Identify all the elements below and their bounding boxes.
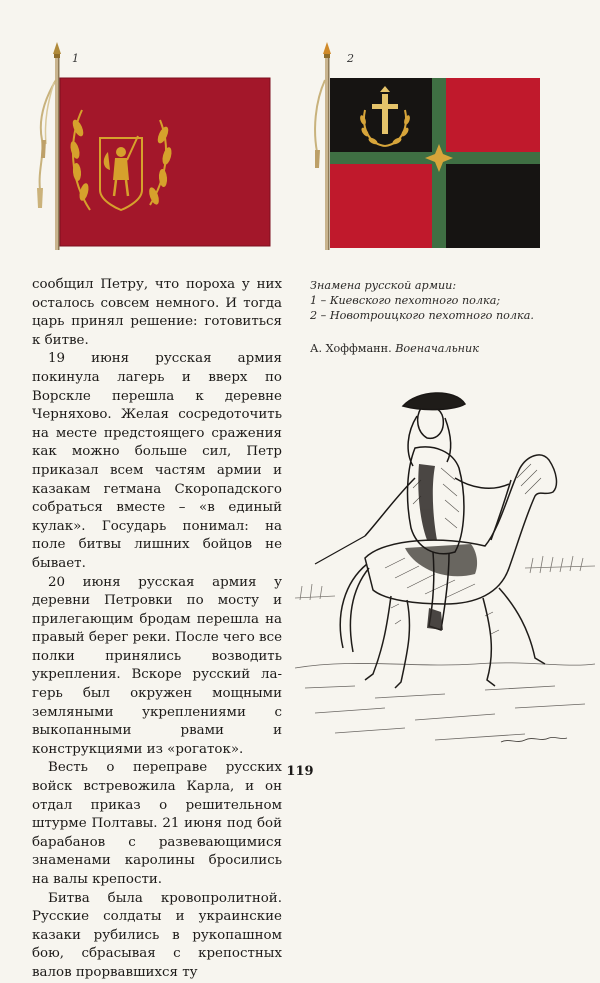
body-paragraph: 20 июня русская армия у деревни Петровки по мосту и прилегающим бродам перешла на правый берег реки. После чего все полки принялись возводить укрепления. Вскоре русский лагерь был окружен мощными земляными укреплениями с выкопанными рвами и конструкциями из «рогаток». (32, 574, 282, 757)
page-number: 119 (286, 764, 314, 779)
body-paragraph: сообщил Петру, что пороха у них осталось совсем немного. И тогда царь принял решение: готовиться к битве. (32, 277, 282, 348)
caption-line: Знамена русской армии: (310, 279, 457, 292)
body-paragraph: Битва была кровопролитной. Русские солдаты и украинские казаки рубились в рукопашном бою, сбрасывая с крепостных валов прорвавшихся ту (32, 890, 282, 980)
artwork-caption (310, 342, 590, 355)
flag-1-number: 1 (72, 52, 79, 65)
caption-line: 2 – Новотроицкого пехотного полка. (310, 309, 534, 322)
commander-engraving (295, 368, 595, 753)
body-paragraph: Весть о переправе русских войск встревожила Карла, и он отдал приказ о решительном штурме Полтавы. 21 июня под бой барабанов с развевающимися знаменами каролины бросились на валы крепости. (32, 760, 282, 887)
flag-1-figure (30, 40, 275, 250)
artwork-title: Военачальник (395, 342, 479, 355)
kiev-regiment-flag (30, 40, 275, 250)
flag-2-figure (305, 40, 550, 250)
horseman-illustration (295, 368, 595, 753)
novotroitsk-regiment-flag (305, 40, 550, 250)
artwork-artist: А. Хоффманн. (310, 342, 392, 355)
body-paragraph: 19 июня русская армия покинула лагерь и вверх по Ворскле перешла к деревне Черняхово. Желая сосредоточить на месте предстоящего сражения как можно больше сил, Петр приказал всем частям армии и казакам гетмана Скоропадского собраться вместе – «в единый кулак». Государь понимал: на поле битвы лишних бойцов не бывает. (32, 351, 282, 571)
body-text (32, 276, 282, 983)
flag-2-number: 2 (347, 52, 354, 65)
flags-caption (310, 278, 590, 323)
caption-line: 1 – Киевского пехотного полка; (310, 294, 501, 307)
